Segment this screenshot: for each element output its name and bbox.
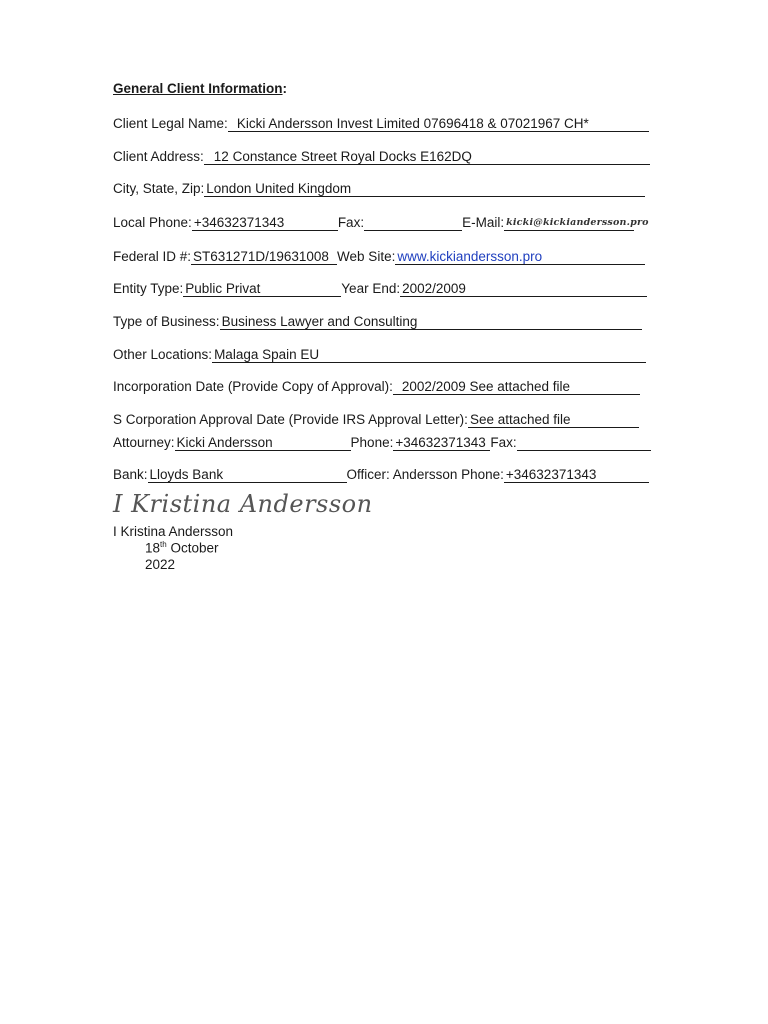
row-address xyxy=(113,147,650,165)
attorney-field[interactable]: Kicki Andersson xyxy=(175,435,351,451)
local-phone-field[interactable]: +34632371343 xyxy=(192,215,338,231)
incorporation-date-field[interactable]: 2002/2009 See attached file xyxy=(393,379,640,395)
bank-label: Bank: xyxy=(113,467,148,482)
attorney-fax-label: Fax: xyxy=(490,435,517,450)
other-locations-field[interactable]: Malaga Spain EU xyxy=(212,347,646,363)
s-corp-date-label: S Corporation Approval Date (Provide IRS Approval Letter): xyxy=(113,412,468,427)
city-field[interactable]: London United Kingdom xyxy=(204,181,645,197)
website-link[interactable]: www.kickiandersson.pro xyxy=(395,249,645,265)
email-label: E-Mail: xyxy=(462,215,505,230)
entity-type-label: Entity Type: xyxy=(113,281,184,296)
row-bank-officer xyxy=(113,465,649,483)
row-s-corp-date xyxy=(113,410,639,428)
other-locations-label: Other Locations: xyxy=(113,347,213,362)
bank-field[interactable]: Lloyds Bank xyxy=(148,467,347,483)
attorney-phone-field[interactable]: +34632371343 xyxy=(393,435,490,451)
year-end-label: Year End: xyxy=(341,281,401,296)
attorney-phone-label: Phone: xyxy=(350,435,394,450)
row-other-locations xyxy=(113,345,646,363)
business-type-label: Type of Business: xyxy=(113,314,220,329)
signature-day-suffix: th xyxy=(160,540,167,549)
business-type-field[interactable]: Business Lawyer and Consulting xyxy=(220,314,642,330)
form-title-colon: : xyxy=(282,81,288,96)
federal-id-label: Federal ID #: xyxy=(113,249,192,264)
year-end-field[interactable]: 2002/2009 xyxy=(400,281,647,297)
incorporation-date-label: Incorporation Date (Provide Copy of Approval): xyxy=(113,379,393,394)
address-field[interactable]: 12 Constance Street Royal Docks E162DQ xyxy=(204,149,650,165)
entity-type-field[interactable]: Public Privat xyxy=(183,281,341,297)
row-legal-name xyxy=(113,114,649,132)
signature-day: 18 xyxy=(145,540,161,556)
local-phone-label: Local Phone: xyxy=(113,215,192,230)
legal-name-field[interactable]: Kicki Andersson Invest Limited 07696418 & 07021967 CH* xyxy=(228,116,649,132)
attorney-fax-field[interactable] xyxy=(517,435,651,451)
address-label: Client Address: xyxy=(113,149,204,164)
legal-name-label: Client Legal Name: xyxy=(113,116,228,131)
email-field[interactable]: kicki@kickiandersson.pro xyxy=(504,215,634,231)
fax-label: Fax: xyxy=(337,215,365,230)
row-business-type xyxy=(113,312,642,330)
signature-date-line xyxy=(145,540,219,556)
row-attorney xyxy=(113,433,651,451)
s-corp-date-field[interactable]: See attached file xyxy=(468,412,639,428)
signatory-name: I Kristina Andersson xyxy=(113,524,234,539)
form-heading xyxy=(113,81,287,96)
form-title: General Client Information xyxy=(113,81,283,96)
officer-phone-field[interactable]: +34632371343 xyxy=(504,467,649,483)
row-phone-fax-email xyxy=(113,213,649,231)
row-federal-id-website xyxy=(113,247,645,265)
signature-year: 2022 xyxy=(145,557,176,572)
handwritten-signature: I Kristina Andersson xyxy=(113,490,373,518)
officer-label: Officer: Andersson Phone: xyxy=(346,467,504,482)
row-incorporation-date xyxy=(113,377,640,395)
city-label: City, State, Zip: xyxy=(113,181,205,196)
federal-id-field[interactable]: ST631271D/19631008 xyxy=(191,249,337,265)
row-city xyxy=(113,179,645,197)
attorney-label: Attourney: xyxy=(113,435,175,450)
row-entity-year-end xyxy=(113,279,647,297)
signature-month: October xyxy=(170,540,219,556)
fax-field[interactable] xyxy=(364,215,462,231)
website-label: Web Site: xyxy=(337,249,396,264)
